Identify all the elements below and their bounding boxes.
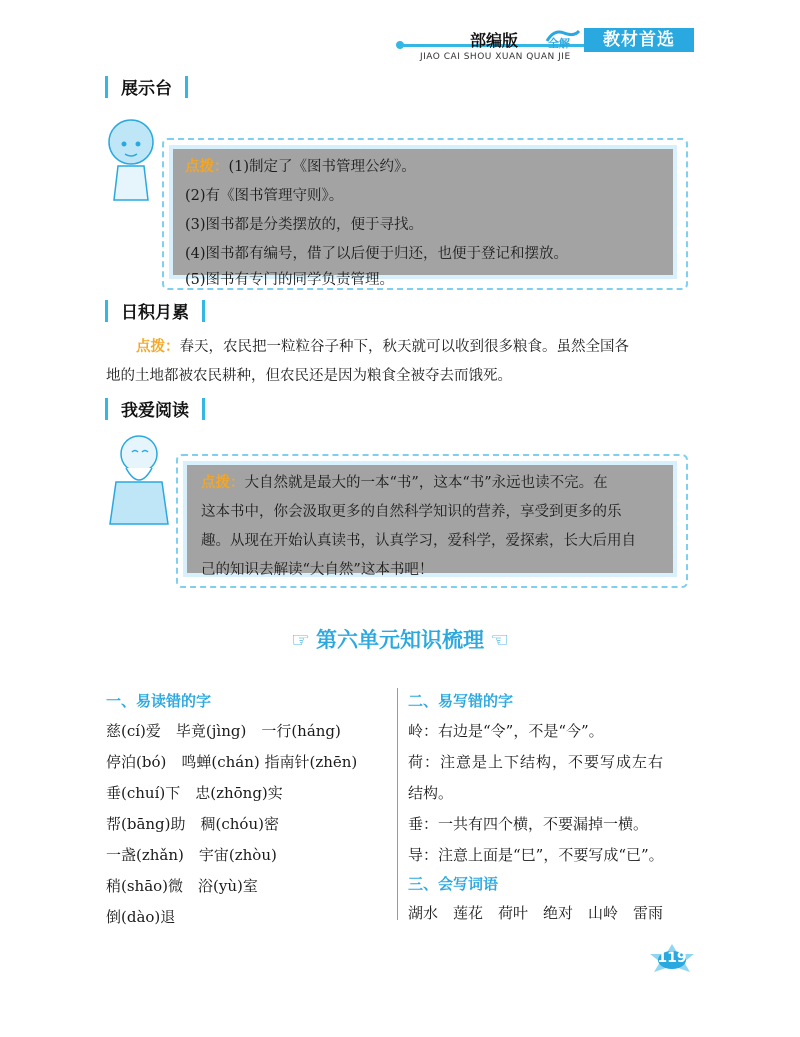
edition-label: 部编版	[470, 31, 519, 50]
page-number: 119	[657, 950, 687, 966]
keyword-hint: 点拨：	[185, 159, 229, 175]
header-badge: 教材首选	[584, 28, 694, 52]
logo-text: 全解	[548, 37, 570, 49]
sage-cartoon-icon	[102, 432, 176, 528]
list-item: 帮(bāng)助 稠(chóu)密	[106, 815, 279, 833]
unit-title-text: 第六单元知识梳理	[316, 628, 484, 652]
section-label-accumulation: 日积月累	[105, 298, 205, 326]
unit-title	[0, 624, 800, 654]
list-item: 倒(dào)退	[106, 908, 176, 926]
header-pinyin: JIAO CAI SHOU XUAN QUAN JIE	[420, 52, 571, 62]
list-item: 导：注意上面是“巳”，不要写成“已”。	[408, 846, 664, 864]
note-line: (2)有《图书管理守则》。	[185, 188, 344, 204]
pointing-hand-left-icon: ☜	[490, 628, 509, 652]
column-divider	[397, 688, 398, 920]
keyword-hint: 点拨：	[136, 339, 180, 355]
list-item: 岭：右边是“令”，不是“今”。	[408, 722, 604, 740]
list-item: 稍(shāo)微 浴(yù)室	[106, 877, 258, 895]
section-label-showcase: 展示台	[105, 74, 188, 102]
note-box-reading	[176, 454, 688, 588]
word-list: 湖水 莲花 荷叶 绝对 山岭 雷雨	[408, 904, 664, 922]
note-line: (3)图书都是分类摆放的，便于寻找。	[185, 217, 424, 233]
girl-cartoon-icon	[100, 116, 162, 204]
header-rule-dot	[396, 41, 404, 49]
list-item: 垂(chuí)下 忠(zhōng)实	[106, 784, 283, 802]
paragraph-line: 点拨：春天，农民把一粒粒谷子种下，秋天就可以收到很多粮食。虽然全国各	[136, 339, 629, 355]
heading-misread-chars: 一、易读错的字	[106, 692, 212, 710]
list-item: 慈(cí)爱 毕竟(jìng) 一行(háng)	[106, 722, 341, 740]
note-line: 点拨：(1)制定了《图书管理公约》。	[185, 159, 416, 175]
note-box-showcase	[162, 138, 688, 290]
note-line: 己的知识去解读“大自然”这本书吧！	[201, 562, 434, 578]
heading-write-words: 三、会写词语	[408, 875, 499, 893]
list-item: 结构。	[408, 784, 454, 802]
note-line: (5)图书有专门的同学负责管理。	[185, 272, 395, 288]
note-line: 这本书中，你会汲取更多的自然科学知识的营养，享受到更多的乐	[201, 504, 622, 520]
logo	[544, 27, 582, 49]
note-line: 趣。从现在开始认真读书，认真学习，爱科学，爱探索，长大后用自	[201, 533, 636, 549]
list-item: 停泊(bó) 鸣蝉(chán) 指南针(zhēn)	[106, 753, 358, 771]
pointing-hand-right-icon: ☞	[291, 628, 310, 652]
paragraph-line: 地的土地都被农民耕种，但农民还是因为粮食全被夺去而饿死。	[106, 368, 512, 384]
note-line: 点拨：大自然就是最大的一本“书”，这本“书”永远也读不完。在	[201, 475, 608, 491]
list-item: 一盏(zhǎn) 宇宙(zhòu)	[106, 846, 277, 864]
note-line: (4)图书都有编号，借了以后便于归还，也便于登记和摆放。	[185, 246, 569, 262]
list-item: 垂：一共有四个横，不要漏掉一横。	[408, 815, 649, 833]
keyword-hint: 点拨：	[201, 475, 245, 491]
section-label-reading: 我爱阅读	[105, 396, 205, 424]
heading-miswritten-chars: 二、易写错的字	[408, 692, 514, 710]
list-item: 荷：注意是上下结构，不要写成左右	[408, 753, 665, 771]
